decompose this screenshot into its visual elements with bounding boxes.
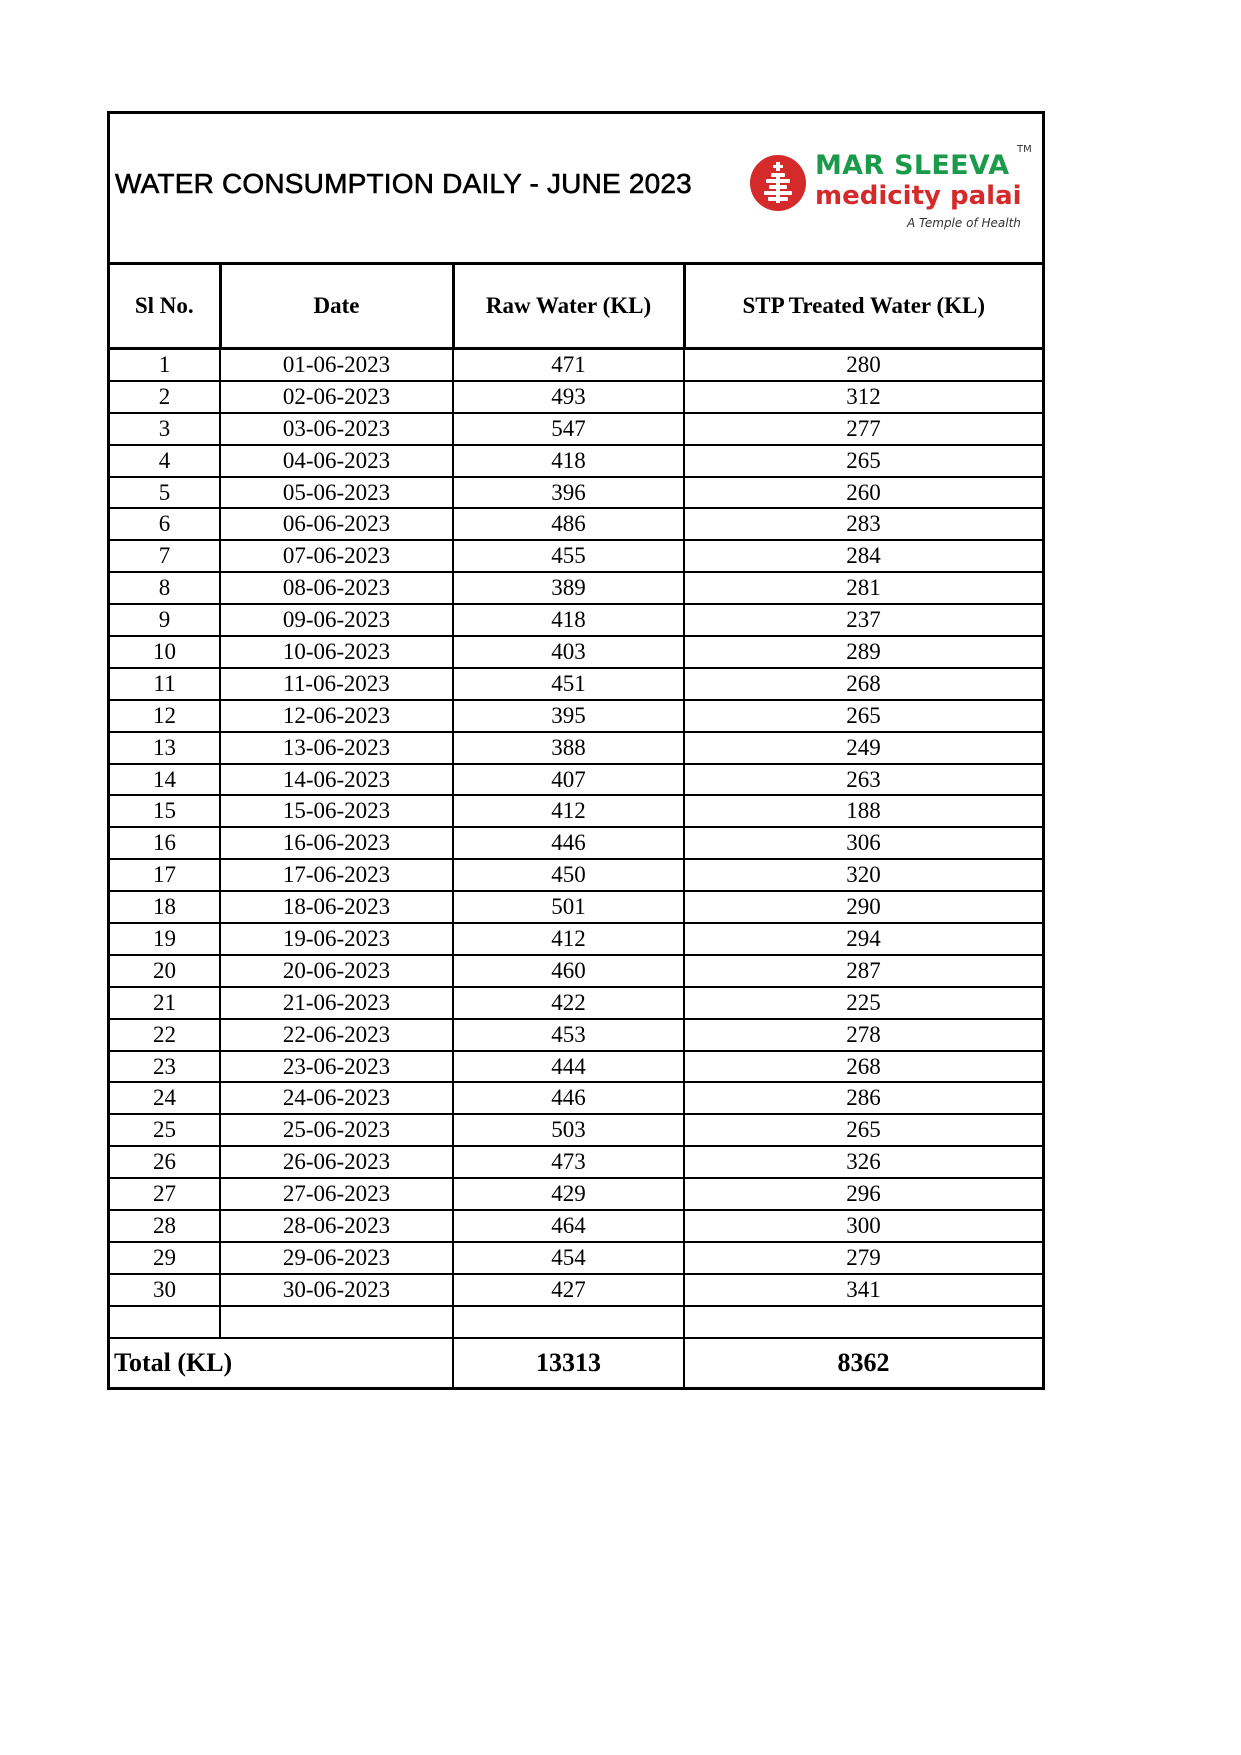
sl-no-cell: 29 <box>110 1242 220 1274</box>
sl-no-cell: 14 <box>110 764 220 796</box>
table-row <box>110 1082 1042 1114</box>
sl-no-cell: 8 <box>110 572 220 604</box>
date-cell: 13-06-2023 <box>220 732 453 764</box>
raw-water-cell: 418 <box>453 445 684 477</box>
sl-no-cell: 26 <box>110 1146 220 1178</box>
blank-row <box>110 1306 1042 1338</box>
table-row <box>110 923 1042 955</box>
raw-water-cell: 471 <box>453 349 684 381</box>
sl-no-cell: 11 <box>110 668 220 700</box>
raw-water-cell: 493 <box>453 381 684 413</box>
stp-treated-cell: 289 <box>684 636 1042 668</box>
table-row <box>110 1242 1042 1274</box>
date-cell: 07-06-2023 <box>220 540 453 572</box>
raw-water-cell: 407 <box>453 764 684 796</box>
table-row <box>110 413 1042 445</box>
raw-water-cell: 388 <box>453 732 684 764</box>
header-row <box>110 265 1042 349</box>
date-cell: 30-06-2023 <box>220 1274 453 1306</box>
page-title: WATER CONSUMPTION DAILY - JUNE 2023 <box>115 168 692 199</box>
total-label: Total (KL) <box>114 1347 233 1377</box>
date-cell: 09-06-2023 <box>220 604 453 636</box>
raw-water-cell: 464 <box>453 1210 684 1242</box>
table-row <box>110 795 1042 827</box>
total-stp-treated: 8362 <box>684 1338 1042 1387</box>
raw-water-cell: 389 <box>453 572 684 604</box>
date-cell: 21-06-2023 <box>220 987 453 1019</box>
title-band <box>110 114 1042 265</box>
table-row <box>110 540 1042 572</box>
stp-treated-cell: 268 <box>684 1051 1042 1083</box>
date-cell: 14-06-2023 <box>220 764 453 796</box>
sl-no-cell: 20 <box>110 955 220 987</box>
sl-no-cell: 9 <box>110 604 220 636</box>
table-row <box>110 349 1042 381</box>
column-header-stp-treated-water: STP Treated Water (KL) <box>684 265 1042 349</box>
stp-treated-cell: 290 <box>684 891 1042 923</box>
stp-treated-cell: 225 <box>684 987 1042 1019</box>
date-cell: 04-06-2023 <box>220 445 453 477</box>
sl-no-cell: 5 <box>110 477 220 509</box>
stp-treated-cell: 283 <box>684 508 1042 540</box>
raw-water-cell: 547 <box>453 413 684 445</box>
date-cell: 12-06-2023 <box>220 700 453 732</box>
raw-water-cell: 403 <box>453 636 684 668</box>
raw-water-cell: 451 <box>453 668 684 700</box>
date-cell: 20-06-2023 <box>220 955 453 987</box>
raw-water-cell: 418 <box>453 604 684 636</box>
table-row <box>110 1210 1042 1242</box>
cross-emblem-icon <box>749 154 807 212</box>
raw-water-cell: 446 <box>453 1082 684 1114</box>
stp-treated-cell: 188 <box>684 795 1042 827</box>
date-cell: 06-06-2023 <box>220 508 453 540</box>
table-row <box>110 604 1042 636</box>
raw-water-cell: 503 <box>453 1114 684 1146</box>
date-cell: 18-06-2023 <box>220 891 453 923</box>
sl-no-cell: 10 <box>110 636 220 668</box>
stp-treated-cell: 296 <box>684 1178 1042 1210</box>
table-row <box>110 1178 1042 1210</box>
date-cell: 08-06-2023 <box>220 572 453 604</box>
date-cell: 11-06-2023 <box>220 668 453 700</box>
raw-water-cell: 501 <box>453 891 684 923</box>
table-row <box>110 477 1042 509</box>
raw-water-cell: 486 <box>453 508 684 540</box>
raw-water-cell: 395 <box>453 700 684 732</box>
table-row <box>110 955 1042 987</box>
raw-water-cell: 454 <box>453 1242 684 1274</box>
sl-no-cell: 17 <box>110 859 220 891</box>
stp-treated-cell: 326 <box>684 1146 1042 1178</box>
table-row <box>110 1146 1042 1178</box>
sl-no-cell: 22 <box>110 1019 220 1051</box>
consumption-table <box>110 265 1042 1387</box>
stp-treated-cell: 279 <box>684 1242 1042 1274</box>
date-cell: 03-06-2023 <box>220 413 453 445</box>
raw-water-cell: 396 <box>453 477 684 509</box>
stp-treated-cell: 268 <box>684 668 1042 700</box>
column-header-date: Date <box>220 265 453 349</box>
raw-water-cell: 460 <box>453 955 684 987</box>
stp-treated-cell: 286 <box>684 1082 1042 1114</box>
table-row <box>110 572 1042 604</box>
sl-no-cell: 25 <box>110 1114 220 1146</box>
stp-treated-cell: 265 <box>684 700 1042 732</box>
trademark-mark: TM <box>1017 144 1032 155</box>
raw-water-cell: 412 <box>453 795 684 827</box>
blank-cell <box>684 1306 1042 1338</box>
sl-no-cell: 27 <box>110 1178 220 1210</box>
stp-treated-cell: 278 <box>684 1019 1042 1051</box>
table-row <box>110 1019 1042 1051</box>
date-cell: 10-06-2023 <box>220 636 453 668</box>
date-cell: 24-06-2023 <box>220 1082 453 1114</box>
hospital-logo <box>749 144 1039 234</box>
blank-cell <box>453 1306 684 1338</box>
sl-no-cell: 12 <box>110 700 220 732</box>
stp-treated-cell: 265 <box>684 445 1042 477</box>
stp-treated-cell: 280 <box>684 349 1042 381</box>
stp-treated-cell: 260 <box>684 477 1042 509</box>
date-cell: 22-06-2023 <box>220 1019 453 1051</box>
table-row <box>110 891 1042 923</box>
table-row <box>110 827 1042 859</box>
date-cell: 16-06-2023 <box>220 827 453 859</box>
sl-no-cell: 19 <box>110 923 220 955</box>
blank-cell <box>110 1306 220 1338</box>
date-cell: 28-06-2023 <box>220 1210 453 1242</box>
raw-water-cell: 455 <box>453 540 684 572</box>
date-cell: 23-06-2023 <box>220 1051 453 1083</box>
table-row <box>110 636 1042 668</box>
stp-treated-cell: 341 <box>684 1274 1042 1306</box>
sl-no-cell: 15 <box>110 795 220 827</box>
total-row <box>110 1338 1042 1387</box>
raw-water-cell: 473 <box>453 1146 684 1178</box>
table-row <box>110 732 1042 764</box>
stp-treated-cell: 249 <box>684 732 1042 764</box>
sl-no-cell: 3 <box>110 413 220 445</box>
sl-no-cell: 28 <box>110 1210 220 1242</box>
date-cell: 27-06-2023 <box>220 1178 453 1210</box>
sl-no-cell: 18 <box>110 891 220 923</box>
date-cell: 05-06-2023 <box>220 477 453 509</box>
blank-cell <box>220 1306 453 1338</box>
date-cell: 17-06-2023 <box>220 859 453 891</box>
stp-treated-cell: 312 <box>684 381 1042 413</box>
total-raw-water: 13313 <box>453 1338 684 1387</box>
column-header-raw-water: Raw Water (KL) <box>453 265 684 349</box>
raw-water-cell: 444 <box>453 1051 684 1083</box>
stp-treated-cell: 300 <box>684 1210 1042 1242</box>
sl-no-cell: 4 <box>110 445 220 477</box>
stp-treated-cell: 263 <box>684 764 1042 796</box>
sl-no-cell: 16 <box>110 827 220 859</box>
table-row <box>110 987 1042 1019</box>
column-header-sl-no: Sl No. <box>110 265 220 349</box>
sl-no-cell: 1 <box>110 349 220 381</box>
stp-treated-cell: 281 <box>684 572 1042 604</box>
raw-water-cell: 429 <box>453 1178 684 1210</box>
water-consumption-sheet <box>107 111 1045 1390</box>
logo-subname: medicity palai <box>815 181 1022 211</box>
raw-water-cell: 412 <box>453 923 684 955</box>
stp-treated-cell: 265 <box>684 1114 1042 1146</box>
stp-treated-cell: 320 <box>684 859 1042 891</box>
stp-treated-cell: 306 <box>684 827 1042 859</box>
date-cell: 01-06-2023 <box>220 349 453 381</box>
table-row <box>110 445 1042 477</box>
table-row <box>110 1114 1042 1146</box>
stp-treated-cell: 237 <box>684 604 1042 636</box>
table-row <box>110 859 1042 891</box>
date-cell: 26-06-2023 <box>220 1146 453 1178</box>
raw-water-cell: 453 <box>453 1019 684 1051</box>
sl-no-cell: 7 <box>110 540 220 572</box>
table-row <box>110 1051 1042 1083</box>
table-row <box>110 700 1042 732</box>
raw-water-cell: 422 <box>453 987 684 1019</box>
stp-treated-cell: 287 <box>684 955 1042 987</box>
raw-water-cell: 450 <box>453 859 684 891</box>
logo-tagline: A Temple of Health <box>907 216 1021 230</box>
stp-treated-cell: 284 <box>684 540 1042 572</box>
table-row <box>110 1274 1042 1306</box>
sl-no-cell: 6 <box>110 508 220 540</box>
date-cell: 02-06-2023 <box>220 381 453 413</box>
sl-no-cell: 2 <box>110 381 220 413</box>
raw-water-cell: 427 <box>453 1274 684 1306</box>
sl-no-cell: 13 <box>110 732 220 764</box>
stp-treated-cell: 277 <box>684 413 1042 445</box>
raw-water-cell: 446 <box>453 827 684 859</box>
date-cell: 29-06-2023 <box>220 1242 453 1274</box>
sl-no-cell: 24 <box>110 1082 220 1114</box>
table-row <box>110 508 1042 540</box>
table-row <box>110 668 1042 700</box>
stp-treated-cell: 294 <box>684 923 1042 955</box>
sl-no-cell: 30 <box>110 1274 220 1306</box>
sl-no-cell: 21 <box>110 987 220 1019</box>
date-cell: 15-06-2023 <box>220 795 453 827</box>
date-cell: 25-06-2023 <box>220 1114 453 1146</box>
table-row <box>110 764 1042 796</box>
table-row <box>110 381 1042 413</box>
logo-name: MAR SLEEVA <box>815 150 1010 181</box>
sl-no-cell: 23 <box>110 1051 220 1083</box>
date-cell: 19-06-2023 <box>220 923 453 955</box>
